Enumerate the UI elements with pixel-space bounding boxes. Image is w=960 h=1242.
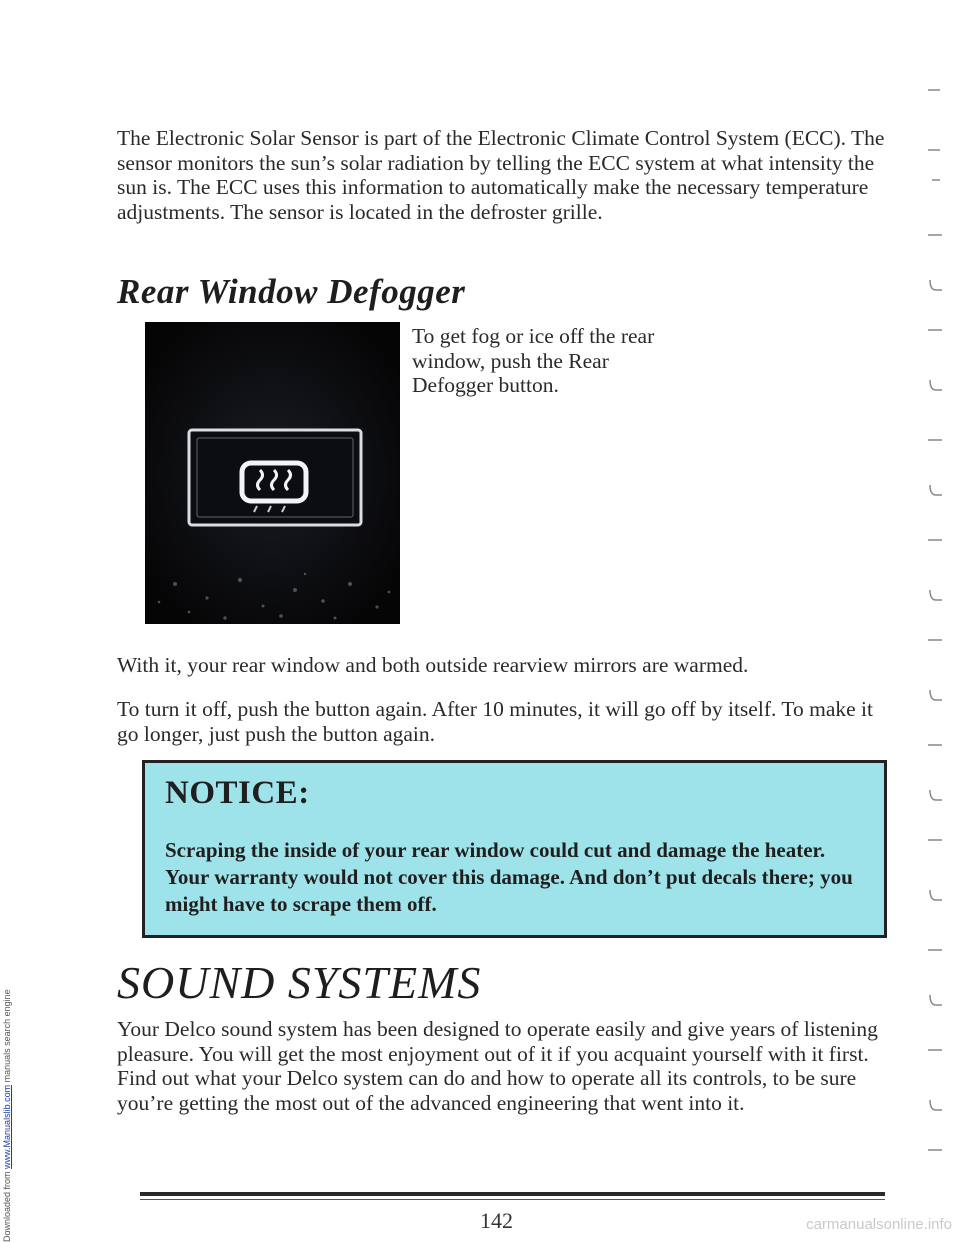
turn-off-paragraph: To turn it off, push the button again. After 10 minutes, it will go off by itself. To make it go longer, just push the button again. <box>117 697 873 746</box>
notice-box <box>142 760 887 938</box>
rear-window-warmed-paragraph: With it, your rear window and both outside rearview mirrors are warmed. <box>117 653 749 677</box>
sound-systems-paragraph: Your Delco sound system has been designed to operate easily and give years of listening pleasure. You will get the most enjoyment out of it if you acquaint yourself with it first. Find out what your Delco system can do and how to operate all its controls, to be sure you’re getting the most out of the advanced engineering that went into it. <box>117 1017 878 1115</box>
page-edge-marks <box>910 80 950 1180</box>
defogger-button-photo <box>145 322 400 624</box>
sidebar-suffix: manuals search engine <box>2 989 12 1085</box>
rear-defogger-heading: Rear Window Defogger <box>117 272 466 311</box>
sound-systems-heading: SOUND SYSTEMS <box>117 957 482 1008</box>
notice-title: NOTICE: <box>165 775 310 811</box>
ecc-intro-paragraph: The Electronic Solar Sensor is part of the Electronic Climate Control System (ECC). The sensor monitors the sun’s solar radiation by telling the ECC system at what intensity the sun is. The ECC uses this information to automatically make the necessary temperature adjustments. The sensor is located in the defroster grille. <box>117 126 885 224</box>
page-number: 142 <box>480 1208 513 1233</box>
download-source-sidebar <box>2 12 12 1242</box>
footer-rule-thin <box>140 1199 885 1200</box>
sidebar-prefix: Downloaded from <box>2 1168 12 1242</box>
footer-rule-thick <box>140 1192 885 1196</box>
watermark: carmanualsonline.info <box>806 1216 952 1233</box>
notice-body: Scraping the inside of your rear window could cut and damage the heater. Your warranty would not cover this damage. And don’t put decals there; you might have to scrape them off. <box>165 838 853 916</box>
defogger-caption: To get fog or ice off the rear window, push the Rear Defogger button. <box>412 324 655 397</box>
manualslib-link[interactable]: www.Manualslib.com <box>2 1084 12 1169</box>
